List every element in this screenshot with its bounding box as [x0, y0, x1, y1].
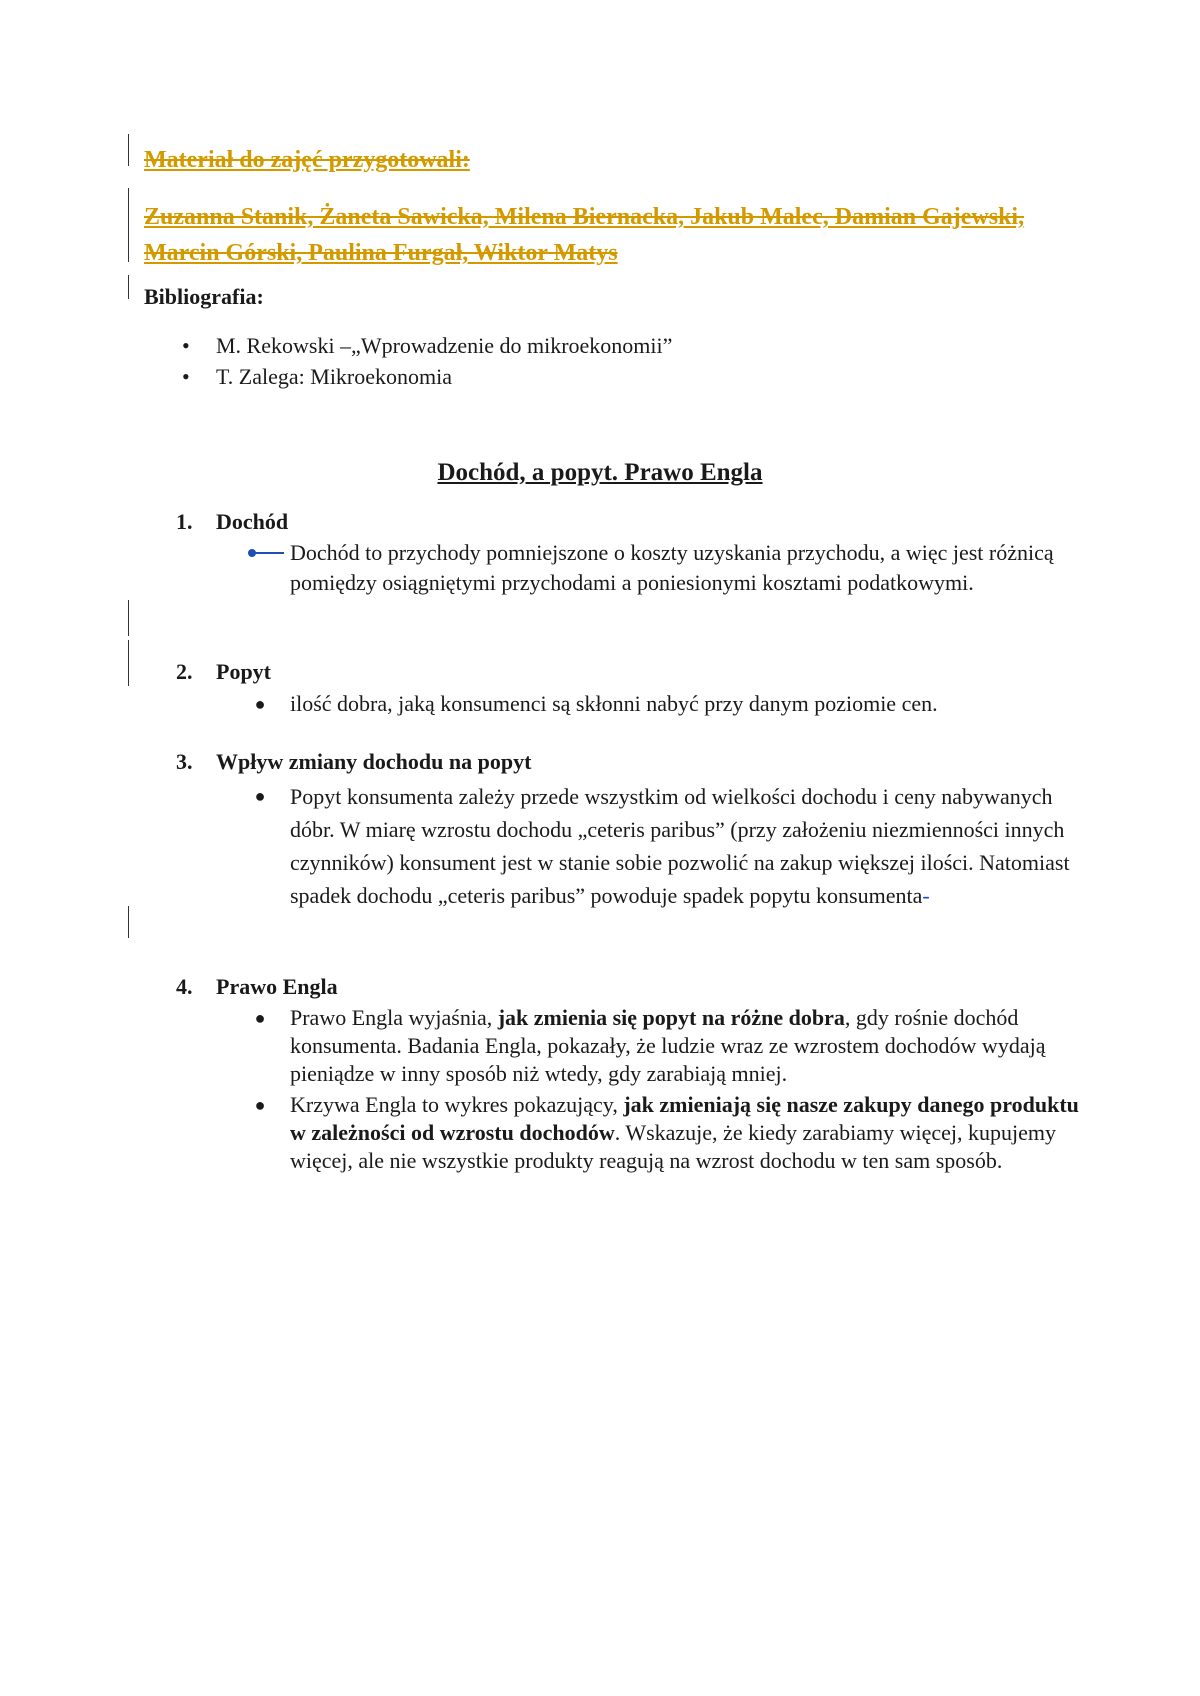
section-bullet-list [250, 780, 1080, 912]
section-heading [176, 974, 338, 1000]
list-item-text: Krzywa Engla to wykres pokazujący, jak zmieniają się nasze zakupy danego produktu w zależności od wzrostu dochodów. Wskazuje, że kiedy zarabiamy więcej, kupujemy więcej, ale nie wszystkie produkty reagują na wzrost dochodu w ten sam sposób. [290, 1092, 1079, 1173]
bibliography-item-text: T. Zalega: Mikroekonomia [216, 364, 453, 389]
section-number: 3. [176, 749, 193, 774]
list-item-text: Popyt konsumenta zależy przede wszystkim od wielkości dochodu i ceny nabywanych dóbr. W miarę wzrostu dochodu „ceteris paribus” (przy założeniu niezmienności innych czynników) konsument jest w stanie sobie pozwolić na zakup większej ilości. Natomiast spadek dochodu „ceteris paribus” powoduje spadek popytu konsumenta [290, 784, 1070, 908]
section-title: Dochód [216, 509, 289, 534]
bibliography-list [176, 330, 672, 392]
list-item [250, 1004, 1080, 1088]
section-title: Prawo Engla [216, 974, 338, 999]
section-number: 1. [176, 509, 193, 534]
list-item [250, 1091, 1080, 1175]
section-number: 4. [176, 974, 193, 999]
prepared-by-heading: Materiał do zajęć przygotowali: [144, 147, 470, 173]
emphasis-text: jak zmienia się popyt na różne dobra [497, 1005, 845, 1030]
bullet-icon: ● [254, 694, 266, 714]
bullet-icon: • [182, 333, 190, 358]
section-bullet-list [250, 689, 1080, 719]
section-number: 2. [176, 659, 193, 684]
section-title: Popyt [216, 659, 271, 684]
list-item [250, 689, 1080, 719]
change-bar [128, 134, 129, 166]
section-bullet-list [250, 1004, 1080, 1178]
list-item-text: Prawo Engla wyjaśnia, jak zmienia się popyt na różne dobra, gdy rośnie dochód konsumenta. Badania Engla, pokazały, że ludzie wraz ze wzrostem dochodów wydają pieniądze w inny sposób niż wtedy, gdy zarabiają mniej. [290, 1005, 1046, 1086]
list-item-text: ilość dobra, jaką konsumenci są skłonni nabyć przy danym poziomie cen. [290, 691, 938, 716]
emphasis-text: jak zmieniają się nasze zakupy danego produktu w zależności od wzrostu dochodów [290, 1092, 1079, 1145]
bibliography-item-text: M. Rekowski –„Wprowadzenie do mikroekonomii” [216, 333, 673, 358]
change-bar [128, 275, 129, 299]
bibliography-heading: Bibliografia: [144, 284, 264, 309]
section-heading [176, 749, 531, 775]
bullet-icon: ● [254, 786, 266, 806]
inserted-mark: - [922, 883, 930, 908]
section-title: Wpływ zmiany dochodu na popyt [216, 749, 532, 774]
section-heading [176, 509, 288, 535]
change-bar [128, 188, 129, 262]
change-bar [128, 600, 129, 636]
change-bar [128, 906, 129, 938]
change-bar [128, 640, 129, 686]
bibliography-item [176, 330, 672, 361]
section-bullet-list [250, 538, 1080, 598]
section-heading [176, 659, 271, 685]
document-title: Dochód, a popyt. Prawo Engla [437, 459, 763, 486]
inserted-bullet-icon [250, 552, 284, 554]
list-item-text: Dochód to przychody pomniejszone o koszty uzyskania przychodu, a więc jest różnicą pomiędzy osiągniętymi przychodami a poniesionymi kosztami podatkowymi. [290, 540, 1054, 595]
bullet-icon: ● [254, 1095, 266, 1115]
bullet-icon: • [182, 364, 190, 389]
authors-list: Zuzanna Stanik, Żaneta Sawicka, Milena Biernacka, Jakub Malec, Damian Gajewski, Marcin Górski, Paulina Furgał, Wiktor Matys [144, 204, 1025, 266]
list-item [250, 538, 1080, 598]
list-item [250, 780, 1080, 912]
bibliography-item [176, 361, 672, 392]
bullet-icon: ● [254, 1008, 266, 1028]
